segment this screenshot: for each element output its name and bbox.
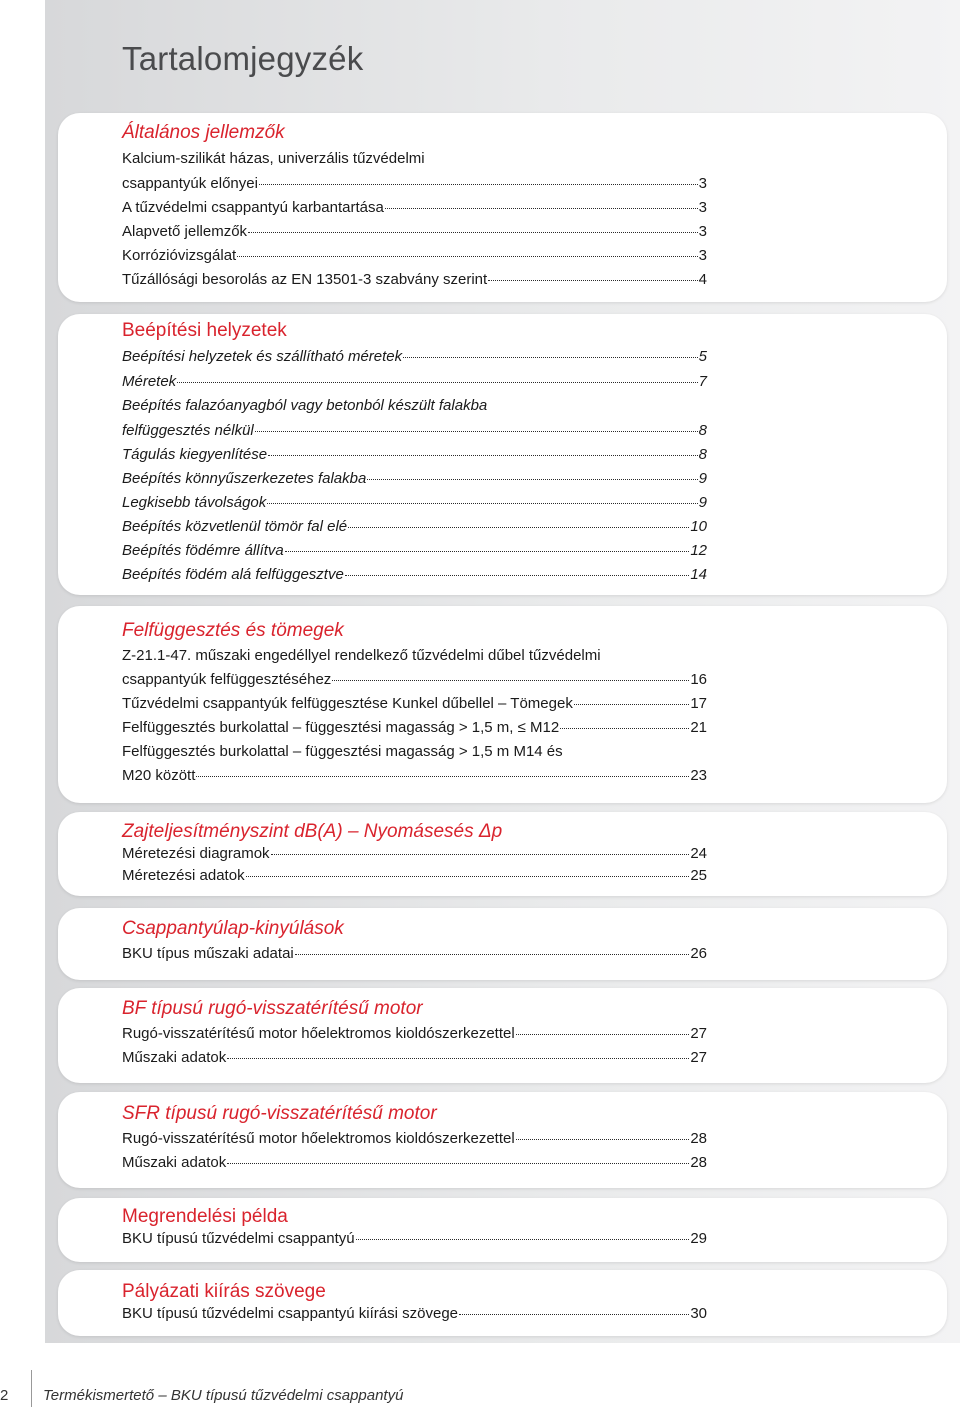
toc-entry-lead: Z-21.1-47. műszaki engedéllyel rendelkező tűzvédelmi dűbel tűzvédelmi (122, 647, 601, 664)
section-heading: Megrendelési példa (122, 1206, 288, 1227)
dot-leader (227, 1162, 689, 1164)
toc-entry-text: Felfüggesztés burkolattal – függesztési magasság > 1,5 m, ≤ M12 (122, 719, 560, 736)
section-heading: Felfüggesztés és tömegek (122, 620, 344, 641)
toc-entry-page: 23 (690, 767, 707, 784)
toc-entry-page: 24 (690, 845, 707, 862)
toc-entry-text: Műszaki adatok (122, 1154, 227, 1171)
toc-entry-page: 28 (690, 1154, 707, 1171)
section-heading: Általános jellemzők (122, 122, 285, 143)
toc-entry[interactable] (122, 470, 707, 487)
toc-entry[interactable] (122, 767, 707, 784)
toc-entry[interactable] (122, 348, 707, 365)
toc-entry-page: 8 (698, 422, 707, 439)
dot-leader (255, 430, 698, 432)
toc-entry[interactable] (122, 1230, 707, 1247)
toc-entry-page: 3 (698, 175, 707, 192)
dot-leader (367, 478, 697, 480)
toc-entry[interactable] (122, 845, 707, 862)
toc-entry[interactable] (122, 1154, 707, 1171)
toc-entry-lead: Felfüggesztés burkolattal – függesztési magasság > 1,5 m M14 és (122, 743, 563, 760)
toc-entry-text: BKU típusú tűzvédelmi csappantyú (122, 1230, 355, 1247)
toc-entry[interactable] (122, 695, 707, 712)
toc-entry-page: 7 (698, 373, 707, 390)
dot-leader (516, 1138, 690, 1140)
toc-entry-text: Beépítés könnyűszerkezetes falakba (122, 470, 367, 487)
toc-entry[interactable] (122, 494, 707, 511)
toc-entry-text: Rugó-visszatérítésű motor hőelektromos kioldószerkezettel (122, 1130, 515, 1147)
toc-entry-text: M20 között (122, 767, 196, 784)
dot-leader (196, 775, 689, 777)
dot-leader (248, 231, 698, 233)
toc-entry-text: BKU típusú tűzvédelmi csappantyú kiírási szövege (122, 1305, 458, 1322)
toc-entry[interactable] (122, 542, 707, 559)
toc-entry[interactable] (122, 945, 707, 962)
toc-entry[interactable] (122, 566, 707, 583)
toc-entry[interactable] (122, 271, 707, 288)
toc-entry[interactable] (122, 446, 707, 463)
toc-entry-page: 3 (698, 223, 707, 240)
section-heading: SFR típusú rugó-visszatérítésű motor (122, 1103, 437, 1124)
toc-entry-text: Méretek (122, 373, 177, 390)
section-heading: BF típusú rugó-visszatérítésű motor (122, 998, 423, 1019)
dot-leader (237, 255, 697, 257)
dot-leader (516, 1033, 690, 1035)
toc-entry-page: 26 (690, 945, 707, 962)
toc-entry-page: 28 (690, 1130, 707, 1147)
toc-entry[interactable] (122, 719, 707, 736)
toc-entry-page: 21 (690, 719, 707, 736)
toc-entry-page: 10 (690, 518, 707, 535)
toc-entry-page: 27 (690, 1025, 707, 1042)
toc-entry[interactable] (122, 1025, 707, 1042)
toc-entry-page: 30 (690, 1305, 707, 1322)
page-title: Tartalomjegyzék (122, 40, 364, 77)
toc-entry-page: 12 (690, 542, 707, 559)
footer-text: Termékismertető – BKU típusú tűzvédelmi csappantyú (43, 1387, 404, 1404)
dot-leader (268, 454, 698, 456)
toc-entry-text: Korrózióvizsgálat (122, 247, 237, 264)
toc-entry-page: 14 (690, 566, 707, 583)
dot-leader (348, 526, 689, 528)
toc-entry-text: csappantyúk felfüggesztéséhez (122, 671, 332, 688)
dot-leader (345, 574, 690, 576)
section-heading: Beépítési helyzetek (122, 320, 287, 341)
dot-leader (332, 679, 689, 681)
toc-entry-page: 8 (698, 446, 707, 463)
dot-leader (488, 279, 697, 281)
toc-entry-page: 3 (698, 199, 707, 216)
section-card-tender (58, 1270, 947, 1336)
toc-entry-text: csappantyúk előnyei (122, 175, 258, 192)
dot-leader (574, 703, 689, 705)
dot-leader (356, 1238, 690, 1240)
toc-entry-text: Méretezési diagramok (122, 845, 270, 862)
dot-leader (385, 207, 698, 209)
toc-entry-page: 16 (690, 671, 707, 688)
toc-entry[interactable] (122, 867, 707, 884)
toc-entry[interactable] (122, 199, 707, 216)
toc-entry-page: 17 (690, 695, 707, 712)
toc-entry-text: Beépítési helyzetek és szállítható méretek (122, 348, 403, 365)
toc-entry-text: Tűzállósági besorolás az EN 13501-3 szabvány szerint (122, 271, 488, 288)
toc-entry-page: 27 (690, 1049, 707, 1066)
toc-entry[interactable] (122, 671, 707, 688)
toc-entry-page: 3 (698, 247, 707, 264)
toc-entry-text: Beépítés födém alá felfüggesztve (122, 566, 344, 583)
dot-leader (560, 727, 689, 729)
toc-entry[interactable] (122, 247, 707, 264)
toc-entry[interactable] (122, 518, 707, 535)
toc-entry[interactable] (122, 1130, 707, 1147)
toc-entry[interactable] (122, 1305, 707, 1322)
toc-entry-lead: Kalcium-szilikát házas, univerzális tűzvédelmi (122, 150, 425, 167)
toc-entry-text: Legkisebb távolságok (122, 494, 267, 511)
toc-entry-page: 9 (698, 494, 707, 511)
toc-entry[interactable] (122, 175, 707, 192)
section-heading: Zajteljesítményszint dB(A) – Nyomásesés Δp (122, 821, 503, 842)
dot-leader (459, 1313, 689, 1315)
toc-entry-text: Tágulás kiegyenlítése (122, 446, 268, 463)
toc-entry[interactable] (122, 373, 707, 390)
toc-entry-text: Beépítés födémre állítva (122, 542, 284, 559)
section-heading: Pályázati kiírás szövege (122, 1281, 326, 1302)
dot-leader (285, 550, 690, 552)
toc-entry[interactable] (122, 223, 707, 240)
toc-entry-text: A tűzvédelmi csappantyú karbantartása (122, 199, 384, 216)
dot-leader (403, 356, 698, 358)
toc-entry-lead: Beépítés falazóanyagból vagy betonból készült falakba (122, 397, 488, 414)
footer-divider (31, 1370, 32, 1407)
dot-leader (267, 502, 697, 504)
footer-page-number: 2 (0, 1387, 9, 1404)
toc-entry-text: Alapvető jellemzők (122, 223, 248, 240)
toc-entry-page: 25 (690, 867, 707, 884)
toc-entry-text: felfüggesztés nélkül (122, 422, 254, 439)
dot-leader (246, 875, 690, 877)
toc-entry-text: Méretezési adatok (122, 867, 245, 884)
dot-leader (259, 183, 698, 185)
dot-leader (271, 853, 690, 855)
toc-entry[interactable] (122, 422, 707, 439)
toc-entry-text: Rugó-visszatérítésű motor hőelektromos kioldószerkezettel (122, 1025, 515, 1042)
toc-entry-page: 4 (698, 271, 707, 288)
toc-entry-text: Beépítés közvetlenül tömör fal elé (122, 518, 348, 535)
toc-entry-text: BKU típus műszaki adatai (122, 945, 294, 962)
section-heading: Csappantyúlap-kinyúlások (122, 918, 344, 939)
dot-leader (227, 1057, 689, 1059)
dot-leader (295, 953, 690, 955)
toc-entry-page: 5 (698, 348, 707, 365)
toc-entry-page: 29 (690, 1230, 707, 1247)
dot-leader (177, 381, 697, 383)
toc-entry[interactable] (122, 1049, 707, 1066)
toc-entry-text: Tűzvédelmi csappantyúk felfüggesztése Kunkel dűbellel – Tömegek (122, 695, 573, 712)
toc-entry-text: Műszaki adatok (122, 1049, 227, 1066)
toc-entry-page: 9 (698, 470, 707, 487)
